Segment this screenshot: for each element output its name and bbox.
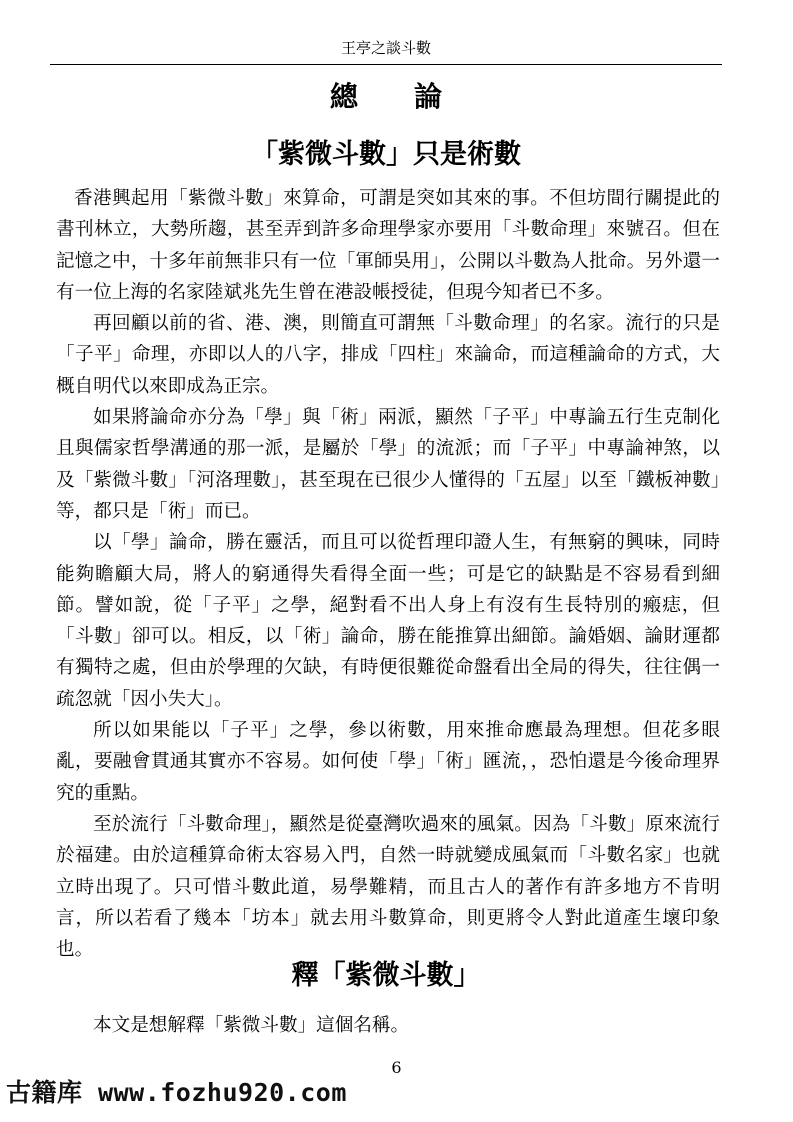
section-body [56,183,720,965]
header-rule [50,64,722,65]
section-title: 釋「紫微斗數」 [291,960,481,991]
chapter-title: 總 論 [329,80,442,113]
section-body [56,1010,720,1041]
watermark: 古籍库 www.fozhu920.com [6,1078,347,1107]
paragraph: 本文是想解釋「紫微斗數」這個名稱。 [93,1015,410,1036]
paragraph: 所以如果能以「子平」之學，參以術數，用來推命應最為理想。但花多眼亂，要融會貫通其實亦不容易。如何使「學」「術」匯流，，恐怕還是今後命理界究的重點。 [56,720,720,804]
page-number: 6 [391,1058,402,1077]
section-title: 「紫微斗數」只是術數 [251,139,521,170]
running-header: 王亭之談斗數 [340,39,431,57]
paragraph: 以「學」論命，勝在靈活，而且可以從哲理印證人生，有無窮的興味，同時能夠瞻顧大局，將人的窮通得失看得全面一些；可是它的缺點是不容易看到細節。譬如說，從「子平」之學，絕對看不出人身上有沒有生長特別的瘢痣，但「斗數」卻可以。相反，以「術」論命，勝在能推算出細節。論婚姻、論財運都有獨特之處，但由於學理的欠缺，有時便很難從命盤看出全局的得失，往往偶一疏忽就「因小失大」。 [56,532,720,710]
paragraph: 再回顧以前的省、港、澳，則簡直可謂無「斗數命理」的名家。流行的只是「子平」命理，亦即以人的八字，排成「四柱」來論命，而這種論命的方式，大概自明代以來即成為正宗。 [56,313,720,397]
paragraph: 至於流行「斗數命理」，顯然是從臺灣吹過來的風氣。因為「斗數」原來流行於福建。由於這種算命術太容易入門，自然一時就變成風氣而「斗數名家」也就立時出現了。只可惜斗數此道，易學難精，而且古人的著作有許多地方不肯明言，所以若看了幾本「坊本」就去用斗數算命，則更將令人對此道產生壞印象也。 [56,813,720,961]
paragraph: 如果將論命亦分為「學」與「術」兩派，顯然「子平」中專論五行生克制化且與儒家哲學溝通的那一派，是屬於「學」的流派；而「子平」中專論神煞，以及「紫微斗數」「河洛理數」，甚至現在已很少人懂得的「五屋」以至「鐵板神數」等，都只是「術」而已。 [56,407,720,522]
paragraph: 香港興起用「紫微斗數」來算命，可謂是突如其來的事。不但坊間行關提此的書刊林立，大勢所趨，甚至弄到許多命理學家亦要用「斗數命理」來號召。但在記憶之中，十多年前無非只有一位「軍師吳用」，公開以斗數為人批命。另外還一有一位上海的名家陸斌兆先生曾在港設帳授徒，但現今知者已不多。 [56,188,720,303]
